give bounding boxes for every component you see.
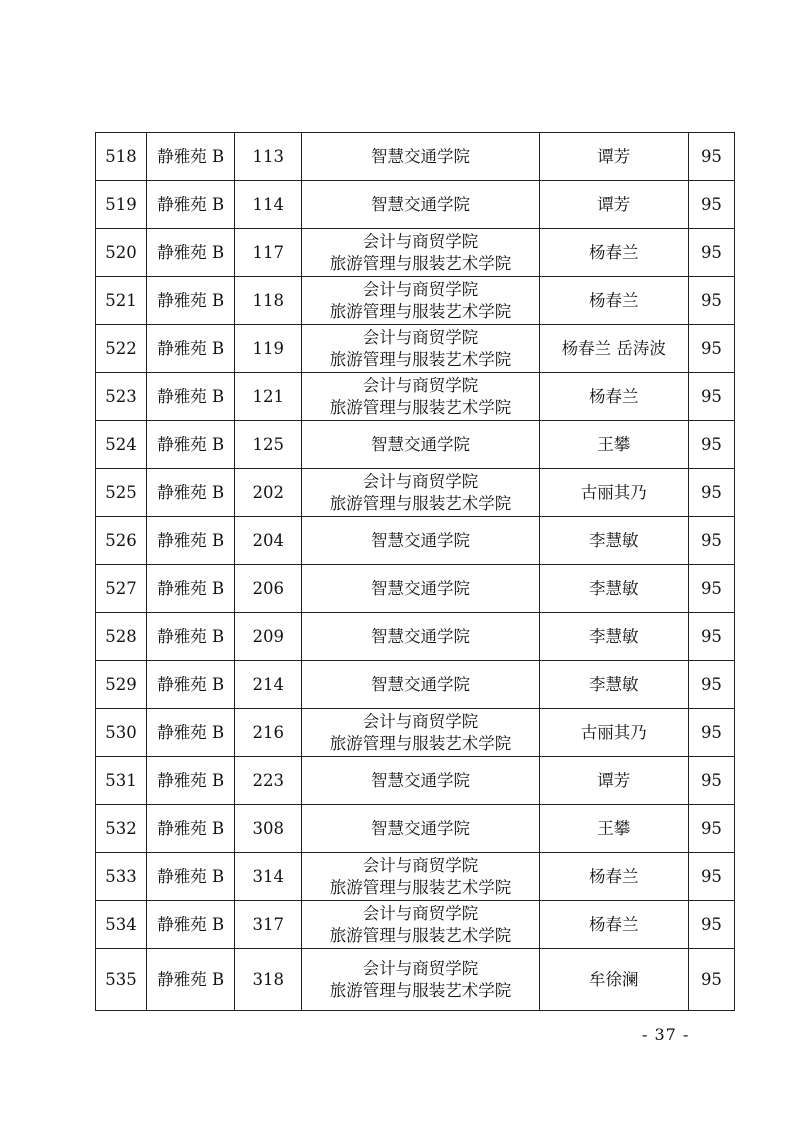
row-number-cell: 522 [96, 325, 147, 373]
row-number-cell: 532 [96, 805, 147, 853]
college-line: 旅游管理与服装艺术学院 [329, 397, 512, 417]
college-line: 智慧交通学院 [370, 434, 470, 454]
building-cell: 静雅苑 B [147, 517, 235, 565]
teacher-cell: 杨春兰 [539, 373, 688, 421]
college-line: 会计与商贸学院 [362, 855, 479, 875]
college-cell [302, 661, 539, 709]
college-line: 旅游管理与服装艺术学院 [329, 253, 512, 273]
teacher-cell: 王攀 [539, 421, 688, 469]
row-number-cell: 531 [96, 757, 147, 805]
score-cell: 95 [688, 565, 734, 613]
page-number: - 37 - [642, 1025, 690, 1044]
college-cell [302, 949, 539, 1011]
row-number-cell: 520 [96, 229, 147, 277]
teacher-cell: 李慧敏 [539, 661, 688, 709]
room-cell: 117 [235, 229, 302, 277]
score-cell: 95 [688, 325, 734, 373]
row-number-cell: 525 [96, 469, 147, 517]
college-cell [302, 325, 539, 373]
row-number-cell: 519 [96, 181, 147, 229]
college-line: 旅游管理与服装艺术学院 [329, 980, 512, 1000]
score-cell: 95 [688, 613, 734, 661]
score-cell: 95 [688, 517, 734, 565]
college-cell [302, 709, 539, 757]
score-cell: 95 [688, 181, 734, 229]
row-number-cell: 524 [96, 421, 147, 469]
score-cell: 95 [688, 949, 734, 1011]
row-number-cell: 534 [96, 901, 147, 949]
row-number-cell: 523 [96, 373, 147, 421]
row-number-cell: 527 [96, 565, 147, 613]
room-cell: 113 [235, 133, 302, 181]
room-cell: 216 [235, 709, 302, 757]
dormitory-table [95, 132, 735, 1011]
table-row [96, 469, 735, 517]
college-line: 旅游管理与服装艺术学院 [329, 301, 512, 321]
room-cell: 308 [235, 805, 302, 853]
college-cell [302, 277, 539, 325]
college-line: 智慧交通学院 [370, 146, 470, 166]
score-cell: 95 [688, 277, 734, 325]
college-cell [302, 133, 539, 181]
college-line: 旅游管理与服装艺术学院 [329, 877, 512, 897]
table-row [96, 181, 735, 229]
room-cell: 206 [235, 565, 302, 613]
college-line: 会计与商贸学院 [362, 327, 479, 347]
teacher-cell: 杨春兰 [539, 853, 688, 901]
building-cell: 静雅苑 B [147, 565, 235, 613]
teacher-cell: 古丽其乃 [539, 709, 688, 757]
teacher-cell: 李慧敏 [539, 613, 688, 661]
table-row [96, 901, 735, 949]
table-row [96, 853, 735, 901]
table-row [96, 277, 735, 325]
teacher-cell: 谭芳 [539, 757, 688, 805]
college-cell [302, 613, 539, 661]
college-line: 旅游管理与服装艺术学院 [329, 925, 512, 945]
score-cell: 95 [688, 757, 734, 805]
teacher-cell: 古丽其乃 [539, 469, 688, 517]
table-row [96, 757, 735, 805]
college-cell [302, 757, 539, 805]
room-cell: 202 [235, 469, 302, 517]
college-line: 会计与商贸学院 [362, 375, 479, 395]
table-row [96, 805, 735, 853]
building-cell: 静雅苑 B [147, 709, 235, 757]
college-cell [302, 421, 539, 469]
college-line: 智慧交通学院 [370, 770, 470, 790]
room-cell: 118 [235, 277, 302, 325]
row-number-cell: 526 [96, 517, 147, 565]
room-cell: 314 [235, 853, 302, 901]
college-line: 智慧交通学院 [370, 818, 470, 838]
college-cell [302, 181, 539, 229]
building-cell: 静雅苑 B [147, 277, 235, 325]
score-cell: 95 [688, 229, 734, 277]
building-cell: 静雅苑 B [147, 949, 235, 1011]
score-cell: 95 [688, 709, 734, 757]
building-cell: 静雅苑 B [147, 613, 235, 661]
table-row [96, 133, 735, 181]
table-row [96, 421, 735, 469]
table-row [96, 517, 735, 565]
college-cell [302, 469, 539, 517]
college-line: 旅游管理与服装艺术学院 [329, 733, 512, 753]
score-cell: 95 [688, 901, 734, 949]
table-body [96, 133, 735, 1011]
room-cell: 317 [235, 901, 302, 949]
room-cell: 204 [235, 517, 302, 565]
room-cell: 114 [235, 181, 302, 229]
table-row [96, 373, 735, 421]
building-cell: 静雅苑 B [147, 901, 235, 949]
college-line: 旅游管理与服装艺术学院 [329, 493, 512, 513]
room-cell: 125 [235, 421, 302, 469]
college-line: 会计与商贸学院 [362, 711, 479, 731]
row-number-cell: 528 [96, 613, 147, 661]
row-number-cell: 535 [96, 949, 147, 1011]
college-line: 会计与商贸学院 [362, 958, 479, 978]
table-row [96, 613, 735, 661]
row-number-cell: 518 [96, 133, 147, 181]
college-cell [302, 373, 539, 421]
teacher-cell: 王攀 [539, 805, 688, 853]
score-cell: 95 [688, 661, 734, 709]
teacher-cell: 李慧敏 [539, 565, 688, 613]
row-number-cell: 533 [96, 853, 147, 901]
college-line: 智慧交通学院 [370, 674, 470, 694]
teacher-cell: 牟徐澜 [539, 949, 688, 1011]
college-line: 会计与商贸学院 [362, 903, 479, 923]
score-cell: 95 [688, 373, 734, 421]
college-cell [302, 229, 539, 277]
college-line: 智慧交通学院 [370, 530, 470, 550]
table-row [96, 229, 735, 277]
college-line: 智慧交通学院 [370, 626, 470, 646]
room-cell: 209 [235, 613, 302, 661]
table-row [96, 325, 735, 373]
college-line: 旅游管理与服装艺术学院 [329, 349, 512, 369]
table-row [96, 661, 735, 709]
room-cell: 119 [235, 325, 302, 373]
teacher-cell: 杨春兰 [539, 229, 688, 277]
building-cell: 静雅苑 B [147, 325, 235, 373]
college-cell [302, 517, 539, 565]
room-cell: 121 [235, 373, 302, 421]
college-line: 会计与商贸学院 [362, 279, 479, 299]
building-cell: 静雅苑 B [147, 421, 235, 469]
score-cell: 95 [688, 421, 734, 469]
college-cell [302, 565, 539, 613]
teacher-cell: 李慧敏 [539, 517, 688, 565]
college-cell [302, 901, 539, 949]
score-cell: 95 [688, 469, 734, 517]
college-line: 会计与商贸学院 [362, 471, 479, 491]
row-number-cell: 521 [96, 277, 147, 325]
score-cell: 95 [688, 853, 734, 901]
room-cell: 214 [235, 661, 302, 709]
building-cell: 静雅苑 B [147, 853, 235, 901]
row-number-cell: 530 [96, 709, 147, 757]
college-cell [302, 805, 539, 853]
building-cell: 静雅苑 B [147, 805, 235, 853]
teacher-cell: 杨春兰 [539, 277, 688, 325]
building-cell: 静雅苑 B [147, 181, 235, 229]
building-cell: 静雅苑 B [147, 469, 235, 517]
table-row [96, 565, 735, 613]
table-row [96, 949, 735, 1011]
college-line: 会计与商贸学院 [362, 231, 479, 251]
teacher-cell: 杨春兰 [539, 901, 688, 949]
college-line: 智慧交通学院 [370, 194, 470, 214]
building-cell: 静雅苑 B [147, 133, 235, 181]
college-cell [302, 853, 539, 901]
teacher-cell: 谭芳 [539, 181, 688, 229]
building-cell: 静雅苑 B [147, 229, 235, 277]
score-cell: 95 [688, 805, 734, 853]
building-cell: 静雅苑 B [147, 373, 235, 421]
row-number-cell: 529 [96, 661, 147, 709]
college-line: 智慧交通学院 [370, 578, 470, 598]
building-cell: 静雅苑 B [147, 757, 235, 805]
table-row [96, 709, 735, 757]
score-cell: 95 [688, 133, 734, 181]
teacher-cell: 谭芳 [539, 133, 688, 181]
room-cell: 223 [235, 757, 302, 805]
room-cell: 318 [235, 949, 302, 1011]
teacher-cell: 杨春兰 岳涛波 [539, 325, 688, 373]
building-cell: 静雅苑 B [147, 661, 235, 709]
